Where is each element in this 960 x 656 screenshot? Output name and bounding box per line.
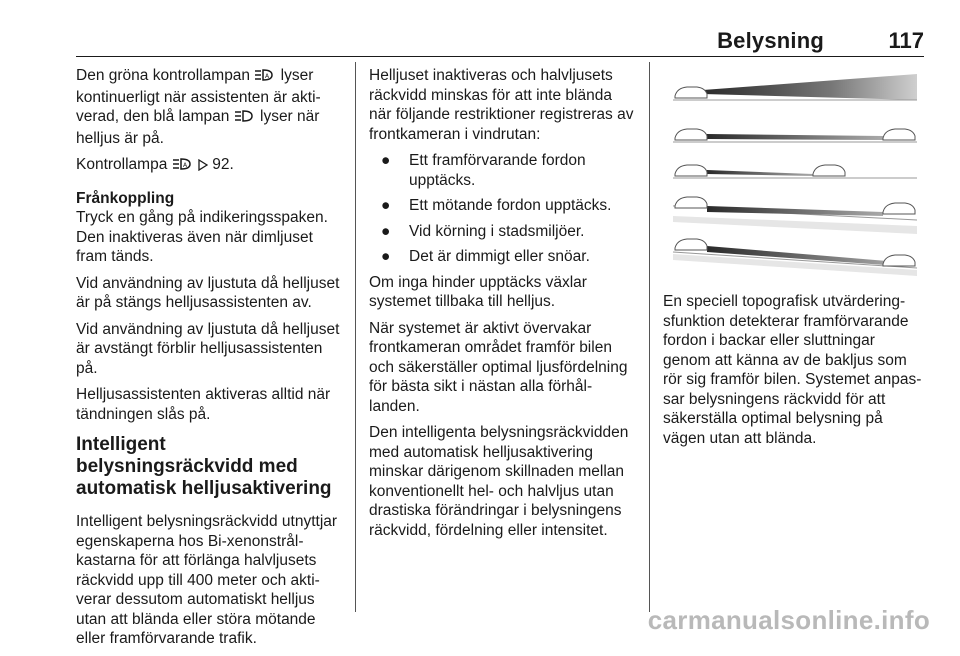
beam-row-slope-up	[673, 197, 917, 234]
paragraph-switch-back: Om inga hinder upptäcks växlar systemet tillbaka till helljus.	[369, 273, 587, 310]
car-icon	[675, 197, 707, 208]
list-item: ● Ett framförvarande fordon upptäcks.	[381, 152, 586, 189]
car-icon	[675, 165, 707, 176]
car-icon	[675, 129, 707, 140]
page-reference-triangle-icon[interactable]	[198, 157, 208, 177]
page-number: 117	[888, 28, 924, 53]
bullet-dot: ●	[381, 197, 391, 214]
paragraph-flash-high: Vid användning av ljustuta då helljuset är på stängs helljusassistenten av.	[76, 274, 340, 311]
paragraph-topographic: En speciell topografisk utvärderingsfunktion detekterar framförvarande fordon i backar eller sluttningar genom att känna av de bakljus som rör sig framför bilen. Systemet anpassar belysningens räckvidd för att säkerställa optimal belysning på vägen utan att blända.	[663, 293, 922, 447]
beam-row-high	[673, 74, 917, 100]
paragraph-camera: När systemet är aktivt övervakar frontkameran området framför bilen och säkerställer optimal ljusfördelning för bästa sikt i nästan alla förhållanden.	[369, 319, 628, 415]
beam-row-slope-down	[673, 239, 917, 276]
svg-text:A: A	[265, 73, 270, 80]
column-3	[663, 292, 925, 455]
high-beam-indicator-icon	[234, 109, 256, 129]
bullet-dot: ●	[381, 248, 391, 265]
bullet-dot: ●	[381, 222, 391, 240]
paragraph-intro: Intelligent belysningsräckvidd utnyttjar egenskaperna hos Bi-xenonstrålkastarna för att förlänga halvljusets räckvidd upp till 400 meter och aktiverar dessutom automatiskt helljus utan att blända eller störa mötande eller framförvarande trafik.	[76, 513, 338, 647]
section-title: Intelligent belysningsräckvidd med automatisk helljusaktivering	[76, 434, 332, 499]
bullet-dot: ●	[381, 152, 391, 169]
auto-high-beam-indicator-icon	[172, 157, 194, 177]
page-title: Belysning	[717, 28, 824, 53]
paragraph-deactivate: Tryck en gång på indikeringsspaken. Den inaktiveras även när dimljuset fram tänds.	[76, 209, 328, 265]
paragraph-ignition: Helljusassistenten aktiveras alltid när tändningen slås på.	[76, 386, 331, 423]
paragraph-flash-low: Vid användning av ljustuta då helljuset är avstängt förblir helljusassistenten på.	[76, 320, 340, 377]
list-item: ● Det är dimmigt eller snöar.	[381, 248, 590, 265]
subheading-frankoppling: Frånkoppling	[76, 189, 175, 207]
restriction-list	[369, 151, 637, 267]
beam-row-preceding	[673, 129, 917, 142]
car-icon	[883, 203, 915, 214]
column-divider-2	[649, 62, 650, 612]
list-item: ● Ett mötande fordon upptäcks.	[381, 197, 612, 214]
beam-row-city	[673, 165, 917, 178]
paragraph-restrictions: Helljuset inaktiveras och halvljusets räckvidd minskas för att inte blända när följande restriktioner registreras av frontkameran i vindrutan:	[369, 67, 634, 143]
car-icon	[813, 165, 845, 176]
column-2	[369, 66, 637, 547]
column-1	[76, 66, 344, 656]
column-divider-1	[355, 62, 356, 612]
car-icon	[883, 129, 915, 140]
header-divider	[76, 56, 924, 57]
svg-text:A: A	[182, 162, 187, 169]
car-icon	[883, 255, 915, 266]
paragraph-indicator-lamps: Den gröna kontrollampan A lyser kontinuerligt när assistenten är aktiverad, den blå lampan lyser när helljus är på.	[76, 67, 321, 147]
car-icon	[675, 87, 707, 98]
car-icon	[675, 239, 707, 250]
page-header	[0, 0, 960, 56]
light-range-illustration	[663, 66, 925, 276]
auto-high-beam-indicator-icon	[254, 68, 276, 88]
paragraph-indicator-reference: Kontrollampa A 92.	[76, 155, 344, 177]
paragraph-intelligent: Den intelligenta belysningsräckvidden med automatisk helljusaktivering minskar därigenom skillnaden mellan konventionellt hel- och halvljus utan drastiska förändringar i belysningens räckvidd, fördelning eller intensitet.	[369, 424, 629, 539]
watermark: carmanualsonline.info	[647, 605, 930, 635]
list-item: ● Vid körning i stadsmiljöer.	[381, 222, 585, 240]
